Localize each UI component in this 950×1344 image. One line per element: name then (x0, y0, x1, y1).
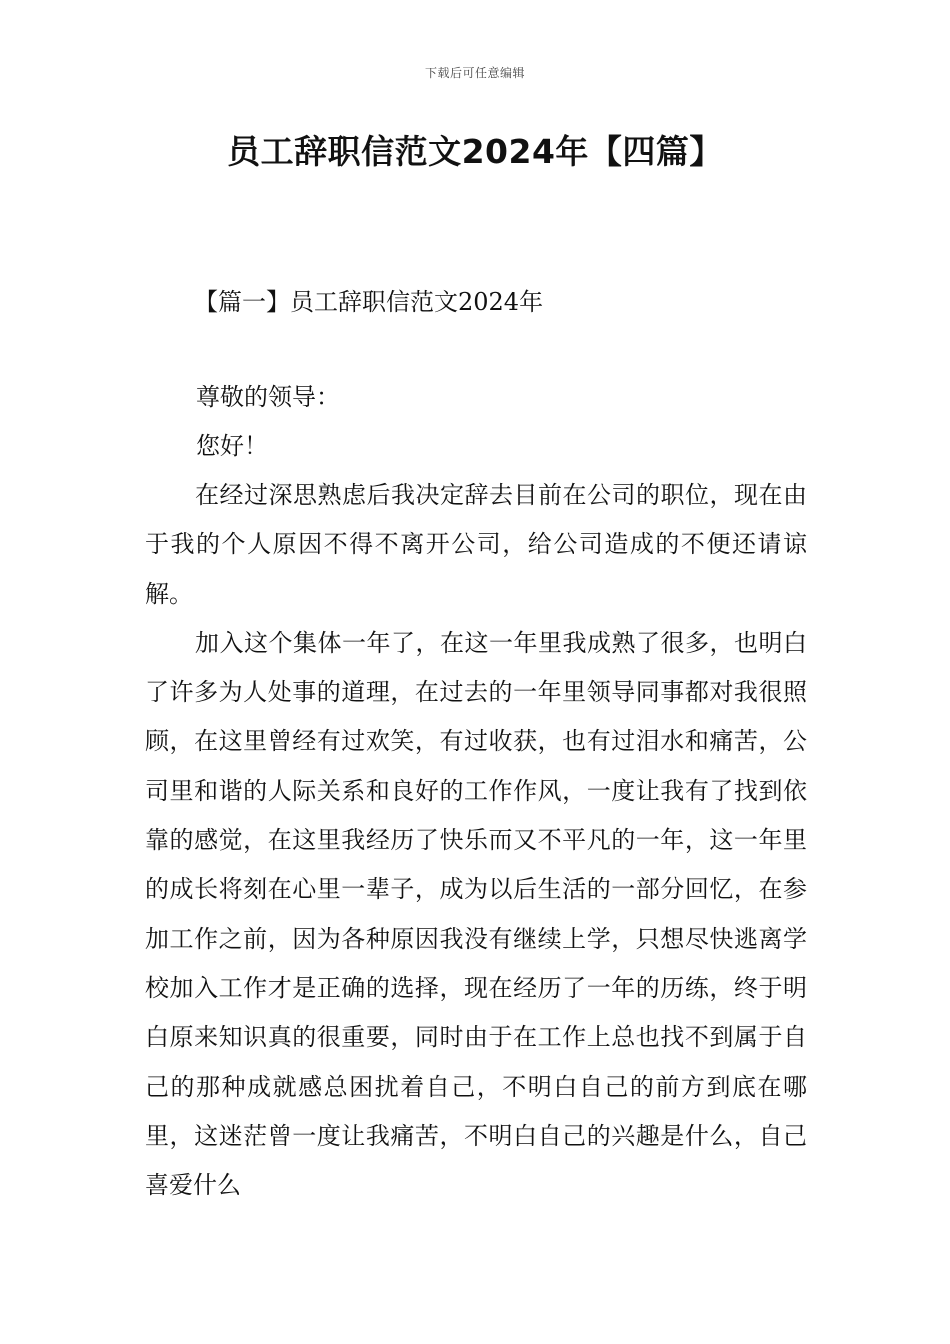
body-paragraph: 在经过深思熟虑后我决定辞去目前在公司的职位，现在由于我的个人原因不得不离开公司，给公司造成的不便还请谅解。 (145, 481, 807, 608)
document-title: 员工辞职信范文2024年【四篇】 (227, 132, 723, 171)
body-paragraph: 加入这个集体一年了，在这一年里我成熟了很多，也明白了许多为人处事的道理，在过去的一年里领导同事都对我很照顾，在这里曾经有过欢笑，有过收获，也有过泪水和痛苦，公司里和谐的人际关系和良好的工作作风，一度让我有了找到依靠的感觉，在这里我经历了快乐而又不平凡的一年，这一年里的成长将刻在心里一辈子，成为以后生活的一部分回忆，在参加工作之前，因为各种原因我没有继续上学，只想尽快逃离学校加入工作才是正确的选择，现在经历了一年的历练，终于明白原来知识真的很重要，同时由于在工作上总也找不到属于自己的那种成就感总困扰着自己，不明白自己的前方到底在哪里，这迷茫曾一度让我痛苦，不明白自己的兴趣是什么，自己喜爱什么 (145, 628, 807, 1200)
letter-salutation: 尊敬的领导： (196, 383, 340, 411)
header-note: 下载后可任意编辑 (424, 66, 525, 80)
letter-body (145, 471, 807, 1210)
letter-greeting: 您好！ (196, 432, 268, 460)
section-heading: 【篇一】员工辞职信范文2024年 (194, 288, 544, 316)
